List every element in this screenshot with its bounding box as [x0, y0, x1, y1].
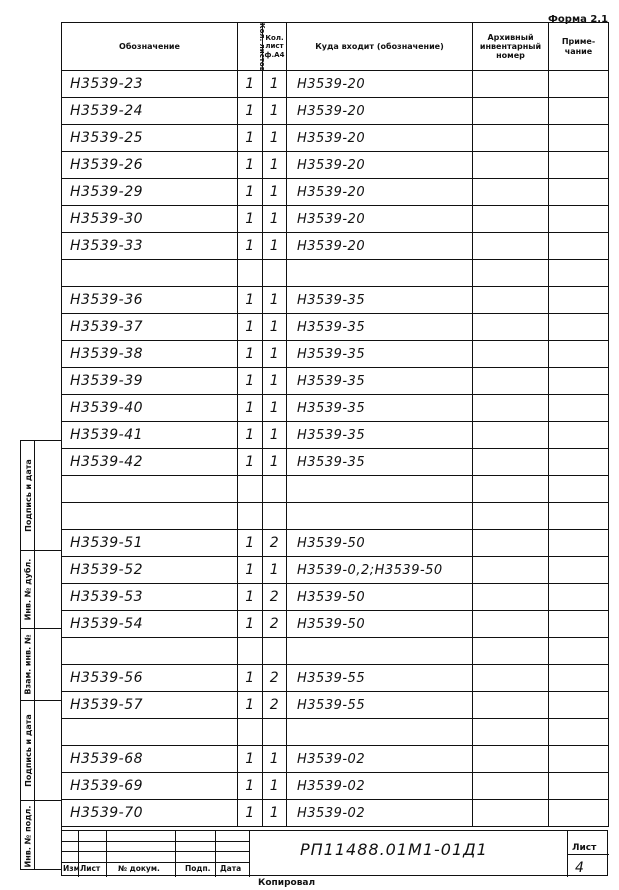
- cell-where-used: Н3539-50: [287, 611, 473, 638]
- table-row: [62, 152, 609, 179]
- cell-note: [549, 530, 609, 557]
- table-row: [62, 746, 609, 773]
- stamp-sign: Подп.: [185, 864, 211, 873]
- cell-sheets-a4: 1: [263, 125, 287, 152]
- cell-sheets: [238, 260, 263, 287]
- cell-sheets: 1: [238, 287, 263, 314]
- cell-archive-no: [473, 530, 549, 557]
- cell-archive-no: [473, 584, 549, 611]
- cell-sheets-a4: 1: [263, 746, 287, 773]
- cell-sheets: 1: [238, 800, 263, 827]
- cell-sheets: 1: [238, 314, 263, 341]
- table-row: [62, 557, 609, 584]
- cell-sheets-a4: 1: [263, 773, 287, 800]
- table-row: [62, 71, 609, 98]
- cell-note: [549, 611, 609, 638]
- table-row: [62, 179, 609, 206]
- stamp-sheet: Лист: [80, 864, 101, 873]
- table-row: [62, 476, 609, 503]
- cell-where-used: Н3539-20: [287, 179, 473, 206]
- cell-sheets: 1: [238, 692, 263, 719]
- side-label-column: [21, 441, 35, 869]
- cell-note: [549, 584, 609, 611]
- cell-sheets: 1: [238, 611, 263, 638]
- col-where-used: Куда входит (обозначение): [287, 23, 473, 71]
- cell-note: [549, 800, 609, 827]
- cell-note: [549, 314, 609, 341]
- cell-note: [549, 503, 609, 530]
- cell-where-used: Н3539-35: [287, 287, 473, 314]
- cell-designation: Н3539-29: [62, 179, 238, 206]
- cell-sheets: 1: [238, 395, 263, 422]
- cell-where-used: Н3539-02: [287, 773, 473, 800]
- cell-designation: [62, 719, 238, 746]
- cell-archive-no: [473, 476, 549, 503]
- table-row: [62, 98, 609, 125]
- cell-note: [549, 557, 609, 584]
- cell-where-used: Н3539-20: [287, 125, 473, 152]
- cell-designation: Н3539-37: [62, 314, 238, 341]
- cell-sheets: 1: [238, 125, 263, 152]
- cell-archive-no: [473, 287, 549, 314]
- cell-archive-no: [473, 800, 549, 827]
- cell-sheets: 1: [238, 665, 263, 692]
- cell-sheets-a4: [263, 503, 287, 530]
- cell-sheets-a4: 1: [263, 422, 287, 449]
- cell-sheets-a4: 2: [263, 530, 287, 557]
- cell-where-used: Н3539-35: [287, 314, 473, 341]
- cell-sheets-a4: 1: [263, 287, 287, 314]
- table-row: [62, 584, 609, 611]
- cell-sheets-a4: 2: [263, 611, 287, 638]
- cell-where-used: Н3539-20: [287, 71, 473, 98]
- side-sign-date-1: Подпись и дата: [21, 441, 35, 551]
- cell-sheets-a4: [263, 476, 287, 503]
- cell-designation: Н3539-51: [62, 530, 238, 557]
- cell-sheets-a4: 1: [263, 557, 287, 584]
- cell-sheets-a4: 1: [263, 152, 287, 179]
- cell-sheets-a4: 1: [263, 314, 287, 341]
- cell-where-used: Н3539-55: [287, 692, 473, 719]
- cell-where-used: [287, 503, 473, 530]
- cell-designation: Н3539-26: [62, 152, 238, 179]
- cell-where-used: Н3539-50: [287, 584, 473, 611]
- cell-designation: Н3539-56: [62, 665, 238, 692]
- cell-sheets-a4: [263, 638, 287, 665]
- cell-sheets: 1: [238, 368, 263, 395]
- cell-where-used: Н3539-35: [287, 422, 473, 449]
- cell-sheets: 1: [238, 449, 263, 476]
- cell-note: [549, 341, 609, 368]
- cell-archive-no: [473, 341, 549, 368]
- cell-note: [549, 422, 609, 449]
- cell-sheets-a4: 2: [263, 665, 287, 692]
- cell-sheets-a4: [263, 260, 287, 287]
- side-value-column: [35, 441, 62, 869]
- table-row: [62, 449, 609, 476]
- cell-note: [549, 395, 609, 422]
- cell-where-used: Н3539-20: [287, 206, 473, 233]
- cell-where-used: Н3539-35: [287, 341, 473, 368]
- table-row: [62, 395, 609, 422]
- table-row: [62, 341, 609, 368]
- cell-note: [549, 368, 609, 395]
- cell-archive-no: [473, 206, 549, 233]
- cell-archive-no: [473, 98, 549, 125]
- cell-where-used: Н3539-0,2;Н3539-50: [287, 557, 473, 584]
- cell-note: [549, 98, 609, 125]
- cell-note: [549, 773, 609, 800]
- cell-sheets: 1: [238, 341, 263, 368]
- cell-archive-no: [473, 260, 549, 287]
- cell-sheets-a4: 1: [263, 71, 287, 98]
- cell-archive-no: [473, 152, 549, 179]
- cell-sheets-a4: [263, 719, 287, 746]
- cell-sheets: 1: [238, 557, 263, 584]
- cell-designation: Н3539-38: [62, 341, 238, 368]
- cell-sheets-a4: 1: [263, 179, 287, 206]
- table-row: [62, 233, 609, 260]
- cell-where-used: Н3539-50: [287, 530, 473, 557]
- table-row: [62, 665, 609, 692]
- cell-designation: Н3539-53: [62, 584, 238, 611]
- cell-sheets-a4: 2: [263, 692, 287, 719]
- cell-archive-no: [473, 692, 549, 719]
- cell-designation: Н3539-57: [62, 692, 238, 719]
- cell-archive-no: [473, 557, 549, 584]
- table-row: [62, 260, 609, 287]
- cell-archive-no: [473, 746, 549, 773]
- stamp-date: Дата: [220, 864, 242, 873]
- table-row: [62, 368, 609, 395]
- cell-where-used: [287, 260, 473, 287]
- cell-designation: Н3539-36: [62, 287, 238, 314]
- cell-sheets: [238, 476, 263, 503]
- document-register-table: [61, 22, 609, 827]
- cell-designation: Н3539-52: [62, 557, 238, 584]
- sheet-number: 4: [575, 860, 584, 876]
- cell-designation: Н3539-40: [62, 395, 238, 422]
- cell-designation: Н3539-54: [62, 611, 238, 638]
- cell-sheets: 1: [238, 179, 263, 206]
- form-label: Форма 2.1: [548, 14, 609, 25]
- cell-archive-no: [473, 773, 549, 800]
- cell-sheets: [238, 719, 263, 746]
- cell-note: [549, 179, 609, 206]
- cell-sheets-a4: 1: [263, 98, 287, 125]
- cell-sheets: 1: [238, 98, 263, 125]
- cell-archive-no: [473, 422, 549, 449]
- cell-sheets: 1: [238, 206, 263, 233]
- stamp-change: Изм: [63, 864, 80, 873]
- table-row: [62, 638, 609, 665]
- table-row: [62, 125, 609, 152]
- cell-designation: Н3539-33: [62, 233, 238, 260]
- table-header-row: [62, 23, 609, 71]
- cell-note: [549, 233, 609, 260]
- col-sheets: Кол. листов: [238, 23, 263, 71]
- cell-where-used: Н3539-02: [287, 800, 473, 827]
- cell-sheets-a4: 1: [263, 233, 287, 260]
- cell-note: [549, 71, 609, 98]
- cell-archive-no: [473, 179, 549, 206]
- cell-note: [549, 638, 609, 665]
- cell-designation: Н3539-70: [62, 800, 238, 827]
- cell-sheets: 1: [238, 584, 263, 611]
- cell-designation: Н3539-30: [62, 206, 238, 233]
- col-sheets-a4: Кол. лист ф.А4: [263, 23, 287, 71]
- table-row: [62, 773, 609, 800]
- cell-note: [549, 287, 609, 314]
- side-sign-date-2: Подпись и дата: [21, 701, 35, 801]
- cell-designation: Н3539-68: [62, 746, 238, 773]
- cell-where-used: Н3539-35: [287, 449, 473, 476]
- sheet-label: Лист: [572, 843, 597, 853]
- cell-archive-no: [473, 638, 549, 665]
- cell-archive-no: [473, 233, 549, 260]
- cell-designation: Н3539-39: [62, 368, 238, 395]
- cell-sheets: 1: [238, 152, 263, 179]
- cell-note: [549, 692, 609, 719]
- cell-archive-no: [473, 449, 549, 476]
- table-row: [62, 692, 609, 719]
- cell-sheets-a4: 1: [263, 449, 287, 476]
- table-row: [62, 422, 609, 449]
- cell-where-used: Н3539-35: [287, 395, 473, 422]
- document-code: РП11488.01М1-01Д1: [300, 840, 488, 859]
- cell-sheets-a4: 2: [263, 584, 287, 611]
- cell-sheets-a4: 1: [263, 341, 287, 368]
- cell-where-used: Н3539-20: [287, 233, 473, 260]
- table-row: [62, 314, 609, 341]
- cell-sheets-a4: 1: [263, 206, 287, 233]
- cell-designation: Н3539-42: [62, 449, 238, 476]
- cell-designation: Н3539-41: [62, 422, 238, 449]
- cell-note: [549, 206, 609, 233]
- cell-designation: [62, 260, 238, 287]
- cell-where-used: [287, 476, 473, 503]
- table-row: [62, 206, 609, 233]
- cell-archive-no: [473, 368, 549, 395]
- cell-where-used: [287, 719, 473, 746]
- table-row: [62, 503, 609, 530]
- cell-note: [549, 449, 609, 476]
- cell-archive-no: [473, 314, 549, 341]
- cell-where-used: Н3539-35: [287, 368, 473, 395]
- cell-designation: [62, 503, 238, 530]
- cell-designation: Н3539-23: [62, 71, 238, 98]
- cell-designation: [62, 638, 238, 665]
- table-row: [62, 611, 609, 638]
- table-row: [62, 800, 609, 827]
- copied-by-label: Копировал: [258, 878, 316, 888]
- col-note: Приме- чание: [549, 23, 609, 71]
- cell-where-used: [287, 638, 473, 665]
- cell-note: [549, 719, 609, 746]
- stamp-doc-no: № докум.: [118, 864, 160, 873]
- cell-note: [549, 746, 609, 773]
- cell-designation: Н3539-24: [62, 98, 238, 125]
- table-row: [62, 719, 609, 746]
- cell-sheets: 1: [238, 71, 263, 98]
- cell-sheets: [238, 503, 263, 530]
- cell-where-used: Н3539-02: [287, 746, 473, 773]
- cell-where-used: Н3539-20: [287, 98, 473, 125]
- table-row: [62, 287, 609, 314]
- cell-sheets-a4: 1: [263, 395, 287, 422]
- cell-designation: Н3539-69: [62, 773, 238, 800]
- cell-note: [549, 260, 609, 287]
- cell-sheets: 1: [238, 773, 263, 800]
- cell-archive-no: [473, 503, 549, 530]
- cell-archive-no: [473, 611, 549, 638]
- cell-archive-no: [473, 395, 549, 422]
- cell-designation: [62, 476, 238, 503]
- cell-sheets: 1: [238, 530, 263, 557]
- table-row: [62, 530, 609, 557]
- cell-note: [549, 476, 609, 503]
- cell-sheets: [238, 638, 263, 665]
- cell-designation: Н3539-25: [62, 125, 238, 152]
- col-archive-no: Архивный инвентарный номер: [473, 23, 549, 71]
- cell-note: [549, 665, 609, 692]
- cell-archive-no: [473, 125, 549, 152]
- cell-where-used: Н3539-55: [287, 665, 473, 692]
- side-replace-inv: Взам. инв. №: [21, 629, 35, 701]
- col-designation: Обозначение: [62, 23, 238, 71]
- cell-where-used: Н3539-20: [287, 152, 473, 179]
- side-inv-orig: Инв. № подл.: [23, 805, 33, 867]
- cell-sheets-a4: 1: [263, 368, 287, 395]
- side-inv-dup: Инв. № дубл.: [21, 551, 35, 629]
- cell-note: [549, 125, 609, 152]
- cell-note: [549, 152, 609, 179]
- cell-sheets: 1: [238, 233, 263, 260]
- cell-archive-no: [473, 71, 549, 98]
- cell-sheets-a4: 1: [263, 800, 287, 827]
- cell-archive-no: [473, 665, 549, 692]
- side-margin-strip: [20, 440, 61, 870]
- cell-sheets: 1: [238, 746, 263, 773]
- cell-archive-no: [473, 719, 549, 746]
- cell-sheets: 1: [238, 422, 263, 449]
